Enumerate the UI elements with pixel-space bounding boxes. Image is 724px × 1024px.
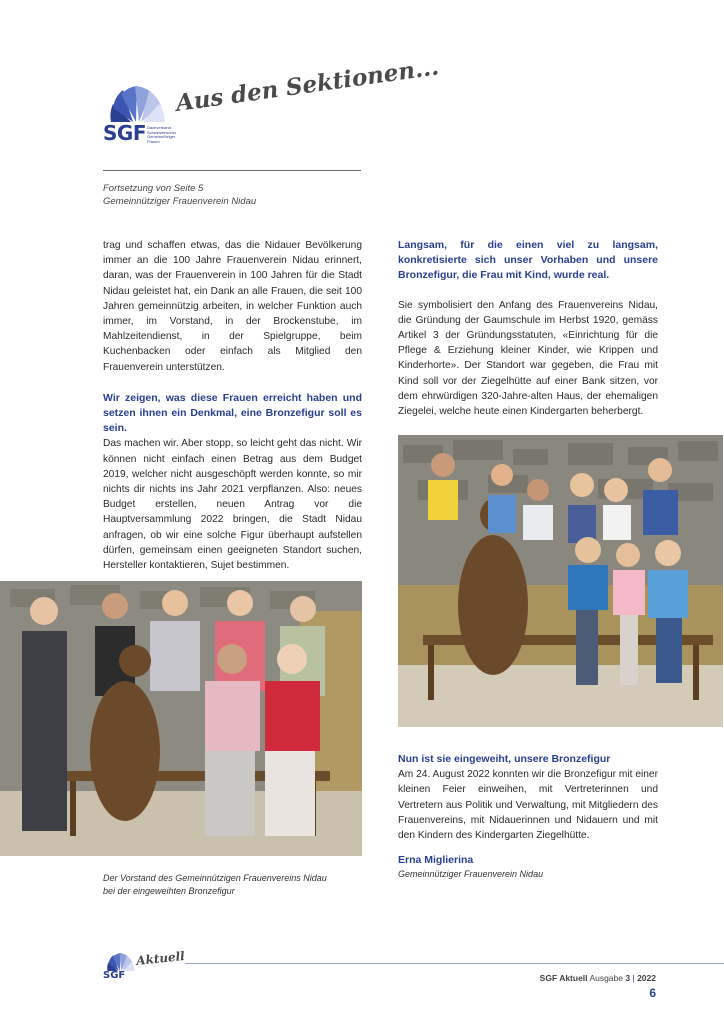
issue-number: 3 — [625, 973, 631, 983]
footer-divider — [185, 963, 724, 964]
photo-board-members — [0, 581, 362, 856]
body-paragraph: trag und schaffen etwas, das die Nidauer Bevölkerung immer an die 100 Jahre Frauenverein Nidau erinnert, daran, was der Frauenverein in 100 Jahren für die Stadt Nidau geleistet hat, ein Dank an alle Frauen, die seit 100 Jahren gemeinnützig arbeiten, in welcher Funktion auch immer, im Vorstand, in der Brockenstube, im Mahlzeitendienst, in der Spielgruppe, beim Kuchenbacken oder einfach als Mitglied den Frauenverein unterstützen. — [103, 240, 362, 373]
issue-label: Ausgabe — [589, 973, 623, 983]
right-column-bottom — [398, 752, 658, 881]
section-title: Aus den Sektionen... — [174, 53, 441, 117]
organisation-note: Gemeinnütziger Frauenverein Nidau — [103, 196, 257, 207]
footer-logo-text: SGF — [103, 970, 126, 981]
body-paragraph: Sie symbolisiert den Anfang des Frauenvereins Nidau, die Gründung der Gaumschule im Herbst 1920, gemäss Artikel 3 der Gründungsstatuten, «Einrichtung für die Pflege & Erziehung kleiner Kinder, wie Krippen und Kinderhorte». Der Standort war gegeben, die Frau mit Kind soll vor der Ziegelhütte auf einer Bank sitzen, vor dem ehrwürdigen 320-Jahre-alten Haus, der ehemaligen Ziegelei, welche heute einen Kindergarten beherbergt. — [398, 299, 658, 418]
logo-text: SGF — [103, 121, 146, 145]
lead-heading: Langsam, für die einen viel zu langsam, konkretisierte sich unser Vorhaben und unsere Bronzefigur, die Frau mit Kind, wurde real. — [398, 239, 658, 282]
footer-logo-word: Aktuell — [135, 948, 186, 968]
sgf-logo — [103, 84, 179, 148]
photo-caption: Der Vorstand des Gemeinnützigen Frauenvereins Nidau bei der eingeweihten Bronzefigur — [103, 873, 327, 896]
page-number: 6 — [649, 986, 656, 1000]
author-name: Erna Miglierina — [398, 854, 474, 867]
body-paragraph: Das machen wir. Aber stopp, so leicht geht das nicht. Wir können nicht einfach einen Betrag aus dem Budget 2019, welcher nicht ausgeschöpft werden konnte, so mir nichts dir nichts ins Jahr 2021 verpflanzen. Also: neues Budget erstellen, neuen Antrag vor die Hauptversammlung 2022 bringen, die Stadt Nidau anfragen, ob wir eine solche Figur überhaupt aufstellen dürfen, gemeinsam einen geeigneten Standort suchen, Hersteller kontaktieren, Sujet bestimmen. — [103, 438, 362, 572]
publication-name: SGF Aktuell — [539, 973, 588, 983]
intro-block — [103, 182, 363, 208]
issue-year: 2022 — [637, 973, 656, 983]
lead-heading: Wir zeigen, was diese Frauen erreicht haben und setzen ihnen ein Denkmal, eine Bronzefigur soll es sein. — [103, 391, 362, 435]
fan-logo-icon — [103, 84, 173, 124]
continuation-note: Fortsetzung von Seite 5 — [103, 183, 204, 194]
footer-logo — [103, 948, 193, 984]
right-column-top — [398, 238, 658, 419]
footer-issue: SGF Aktuell Ausgabe 3 | 2022 — [539, 973, 656, 983]
lead-heading: Nun ist sie eingeweiht, unsere Bronzefigur — [398, 753, 611, 765]
author-organisation: Gemeinnütziger Frauenverein Nidau — [398, 869, 544, 880]
photo-children-bronze — [398, 435, 723, 727]
body-paragraph: Am 24. August 2022 konnten wir die Bronzefigur mit einer kleinen Feier einweihen, mit Vertreterinnen und Vertretern aus Politik und Verwaltung, mit Mitgliedern des Frauenvereins, mit Nidauerinnen und Nidauern und mit den Kindern des Kindergarten Ziegelhütte. — [398, 769, 658, 842]
fan-logo-icon — [103, 952, 139, 972]
logo-tagline: Dachverband Schweizerischer Gemeinnütziger Frauen — [147, 125, 177, 144]
left-column — [103, 238, 362, 573]
header-divider — [103, 170, 361, 171]
